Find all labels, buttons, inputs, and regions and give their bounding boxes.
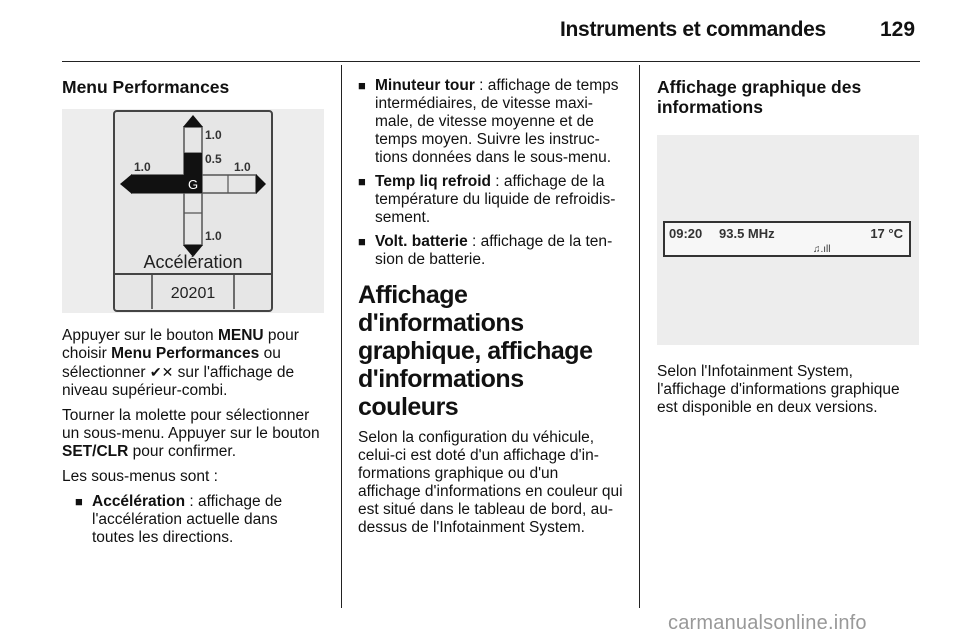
column-divider-1 [341,65,342,608]
watermark: carmanualsonline.info [668,612,867,634]
g-label: G [187,177,199,192]
list-item: ■ Temp liq refroid : affichage de la température du liquide de refroidissement. [358,173,616,226]
label-top: 1.0 [205,128,222,142]
screen-time: 09:20 [669,226,703,241]
column-3 [657,77,919,424]
paragraph-set-clr: Tourner la molette pour sélectionner un sous-menu. Appuyer sur le bouton SET/CLR pour confirmer. [62,407,320,460]
list-item: ■ Accélération : affichage de l'accélération actuelle dans toutes les directions. [75,493,283,546]
bullet-icon: ■ [358,234,366,249]
bullet-icon: ■ [75,494,83,509]
paragraph-submenus: Les sous-menus sont : [62,468,218,485]
acceleration-display-illustration [62,109,324,313]
column-2 [358,77,624,544]
screen-frequency: 93.5 MHz [719,226,775,241]
label-left: 1.0 [134,160,151,174]
list-item: ■ Volt. batterie : affichage de la tension de batterie. [358,233,613,268]
header-rule [62,61,920,62]
music-signal-icon: ♫.ıll [813,244,831,255]
section-heading-performance-menu: Menu Performances [62,77,230,97]
label-mid: 0.5 [205,152,222,166]
performance-figure [62,109,324,313]
screen-temperature: 17 °C [870,226,903,241]
paragraph-menu-button: Appuyer sur le bouton MENU pour choisir Menu Performances ou sélectionner ✔✕ sur l'affichage de niveau supérieur-combi. [62,327,299,399]
label-right: 1.0 [234,160,251,174]
column-divider-2 [639,65,640,608]
bullet-icon: ■ [358,78,366,93]
bullet-icon: ■ [358,174,366,189]
graphic-info-display-figure [657,135,919,345]
paragraph-info-display: Selon la configuration du véhicule, celui-ci est doté d'un affichage d'informations graphique ou d'un affichage d'informations en couleur qui est situé dans le tableau de bord, au-dessus de l'Infotainment System. [358,429,623,536]
list-item: ■ Minuteur tour : affichage de temps intermédiaires, de vitesse maximale, de vitesse moyenne et de temps moyen. Suivre les instructions données dans le sous-menu. [358,77,619,166]
paragraph-infotainment: Selon l'Infotainment System, l'affichage d'informations graphique est disponible en deux versions. [657,363,900,416]
acceleration-caption: Accélération [143,252,243,272]
section-heading-info-display: Affichage d'informations graphique, affichage d'informations couleurs [358,281,593,421]
column-1 [62,77,324,553]
info-display-screen [663,221,911,257]
page-number: 129 [880,18,916,41]
check-cross-icon: ✔✕ [149,364,174,380]
figure-code: 20201 [170,285,216,302]
page-header-title: Instruments et commandes [560,18,826,41]
section-heading-graphic-info: Affichage graphique des informations [657,77,862,117]
label-bottom: 1.0 [205,229,222,243]
